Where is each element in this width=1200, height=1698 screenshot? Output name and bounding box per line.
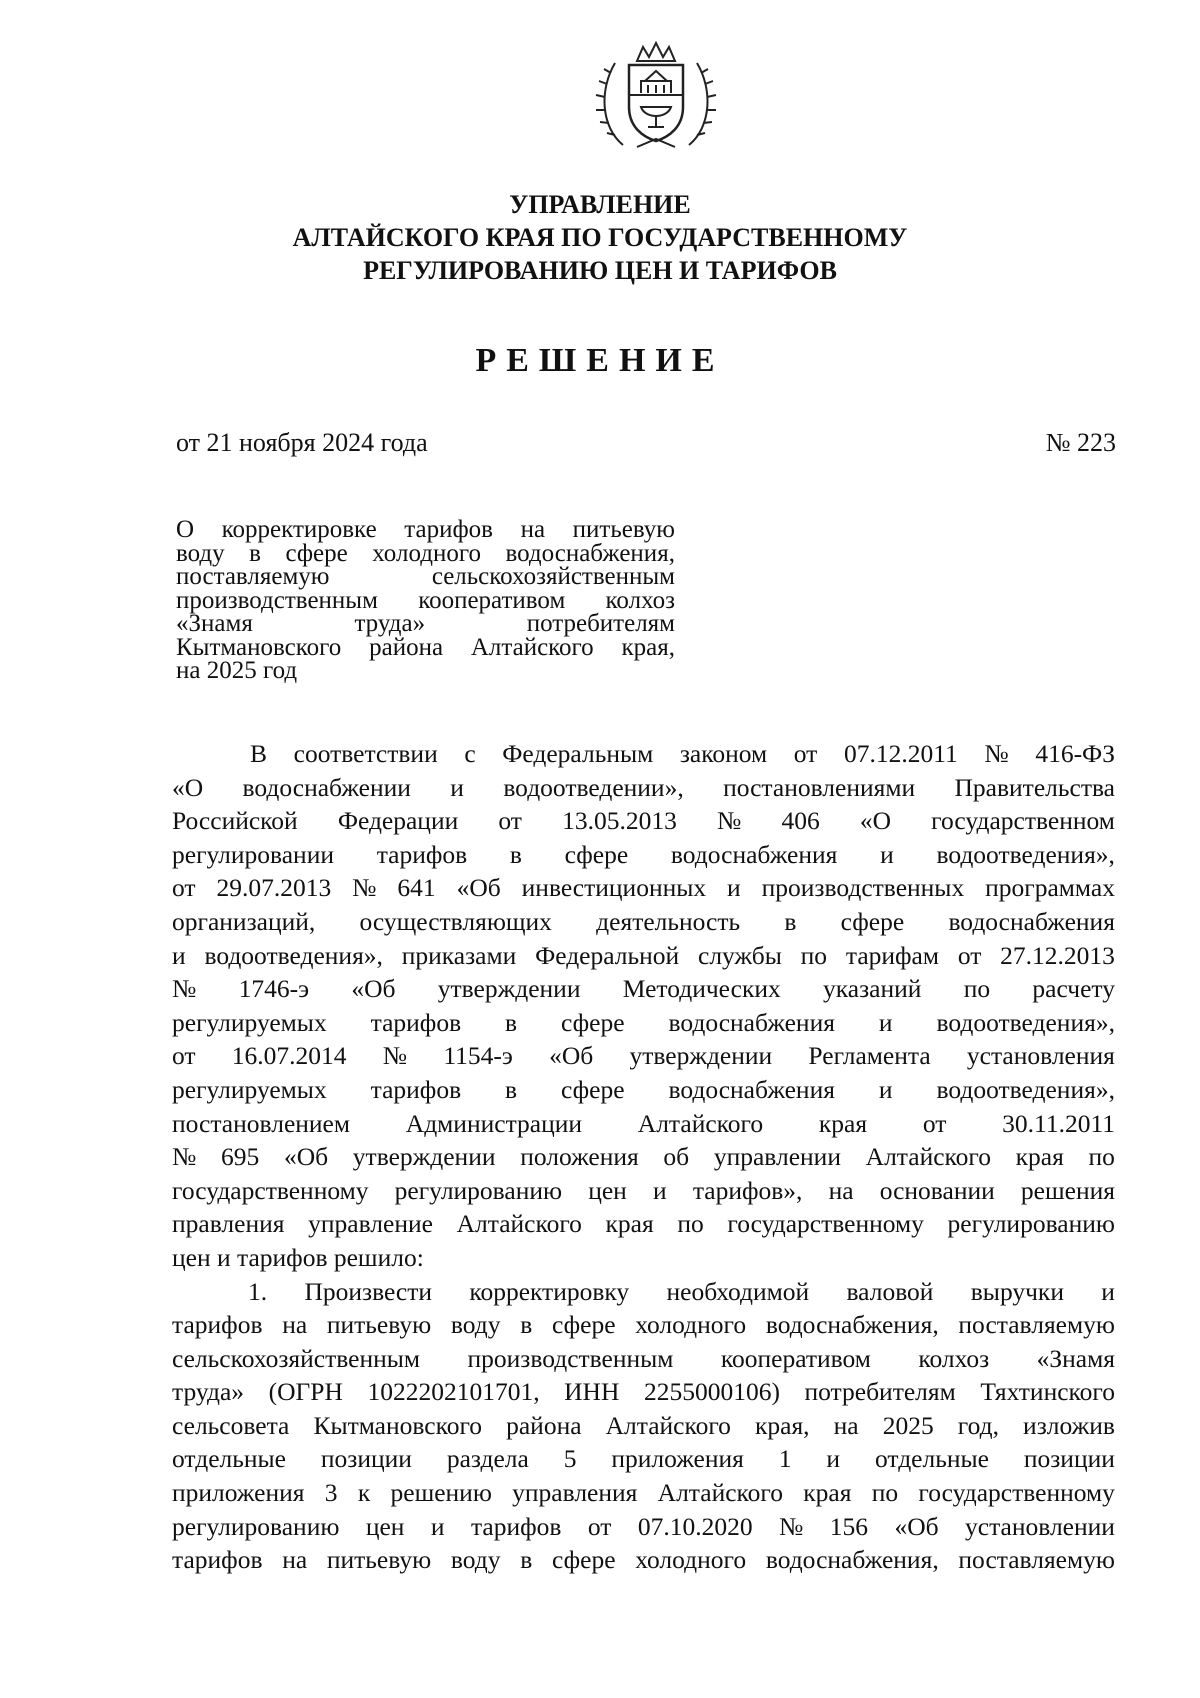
word: деятельность xyxy=(596,906,741,936)
word: ИНН xyxy=(564,1377,620,1407)
word: водоотведении», xyxy=(503,772,684,802)
subject-line xyxy=(176,539,675,567)
word: 156 xyxy=(829,1511,869,1541)
word: района xyxy=(369,633,444,661)
word: государственному xyxy=(727,1209,924,1239)
document-body xyxy=(172,737,1115,1577)
word: Алтайского xyxy=(865,1142,991,1172)
word: на xyxy=(520,516,546,543)
word: приложения xyxy=(611,1444,744,1474)
word: по xyxy=(871,1478,899,1508)
word: на xyxy=(833,1410,859,1440)
word: осуществляющих xyxy=(359,906,552,936)
subject-line: на 2025 год xyxy=(176,657,298,684)
word: регулируемых xyxy=(172,1074,327,1104)
word: сфере xyxy=(840,906,905,936)
word: Федеральной xyxy=(535,940,680,970)
body-line xyxy=(172,871,1115,905)
word: управления xyxy=(512,1478,638,1508)
word: и xyxy=(450,772,464,802)
word: и xyxy=(878,1007,893,1037)
word: 695 xyxy=(221,1142,260,1172)
word: 1 xyxy=(778,1444,792,1474)
word: основании xyxy=(879,1175,995,1205)
word: колхоз xyxy=(605,586,675,614)
word: законом xyxy=(679,739,768,768)
word: постановлением xyxy=(172,1108,351,1138)
word: регулируемых xyxy=(172,1007,327,1037)
subject-line xyxy=(176,565,675,589)
word: 1746-э xyxy=(238,974,310,1004)
body-line xyxy=(172,1140,1115,1174)
word: водоотведения», xyxy=(936,1007,1115,1037)
word: цен xyxy=(365,1511,405,1541)
word: района xyxy=(506,1410,582,1440)
word: установления xyxy=(966,1041,1115,1071)
word: (ОГРН xyxy=(268,1377,343,1407)
word: потребителям xyxy=(804,1377,956,1407)
word: приказами xyxy=(401,940,517,970)
word: края xyxy=(1015,1142,1064,1172)
word: № xyxy=(779,1511,804,1541)
word: выручки xyxy=(970,1276,1064,1306)
word: тарифов xyxy=(370,1007,462,1037)
authority-line: АЛТАЙСКОГО КРАЯ ПО ГОСУДАРСТВЕННОМУ xyxy=(292,223,908,252)
word: кооперативом xyxy=(720,1343,871,1373)
word: по xyxy=(1088,1142,1115,1172)
word: производственным xyxy=(467,1343,674,1373)
word: поставляемую xyxy=(958,1545,1115,1575)
subject-line xyxy=(176,586,675,614)
body-line xyxy=(172,1174,1115,1208)
body-line xyxy=(172,804,1115,838)
word: холодного xyxy=(372,539,481,567)
word: позиции xyxy=(1023,1444,1115,1474)
word: от xyxy=(498,806,522,836)
word: 5 xyxy=(563,1444,577,1474)
word: государственному xyxy=(918,1478,1115,1508)
body-line xyxy=(172,1006,1115,1040)
word: тарифов xyxy=(172,1310,263,1340)
word: и xyxy=(727,873,741,903)
body-line xyxy=(172,737,1115,771)
word: организаций, xyxy=(172,906,316,936)
word: колхоз xyxy=(918,1343,990,1373)
word: корректировку xyxy=(469,1276,630,1306)
word: положения xyxy=(520,1142,639,1172)
word: по xyxy=(800,940,828,970)
body-line xyxy=(172,1409,1115,1443)
word: 07.10.2020 xyxy=(637,1511,753,1541)
word: в xyxy=(784,906,797,936)
body-line xyxy=(172,1308,1115,1342)
word: сфере xyxy=(561,1074,625,1104)
word: Произвести xyxy=(304,1276,433,1306)
word: производственным xyxy=(176,586,378,614)
word: решению xyxy=(390,1478,492,1508)
word: в xyxy=(509,839,522,869)
word: и xyxy=(1101,1276,1115,1306)
word: питьевую xyxy=(326,1310,432,1340)
word: потребителям xyxy=(526,610,675,637)
subject-line xyxy=(176,518,675,542)
word: «О xyxy=(172,772,204,802)
word: О xyxy=(176,516,195,543)
word: Методических xyxy=(622,974,781,1004)
word: водоснабжения xyxy=(668,1007,835,1037)
word: холодного xyxy=(635,1545,747,1575)
word: края xyxy=(803,1478,852,1508)
word: в xyxy=(505,1074,518,1104)
word: «Знамя xyxy=(176,610,253,637)
word: программах xyxy=(985,873,1115,903)
body-line xyxy=(172,905,1115,939)
body-line: цен и тарифов решило: xyxy=(172,1242,424,1272)
word: корректировке xyxy=(221,516,377,543)
word: края xyxy=(818,1108,868,1138)
word: в xyxy=(505,1007,518,1037)
word: № xyxy=(352,873,377,903)
word: необходимой xyxy=(666,1276,810,1306)
word: «О xyxy=(859,806,892,836)
word: утверждении xyxy=(437,974,581,1004)
word: регулированию xyxy=(172,1511,340,1541)
word: приложения xyxy=(172,1478,305,1508)
word: питьевую xyxy=(572,516,675,543)
word: в xyxy=(520,1310,533,1340)
word: холодного xyxy=(635,1310,747,1340)
word: края, xyxy=(755,1410,810,1440)
word: постановлениями xyxy=(723,772,916,802)
word: по xyxy=(677,1209,704,1239)
word: управлении xyxy=(713,1142,841,1172)
word: позиции xyxy=(320,1444,412,1474)
word: отдельные xyxy=(874,1444,989,1474)
authority-line: РЕГУЛИРОВАНИЮ ЦЕН И ТАРИФОВ xyxy=(363,256,837,285)
word: регулированию xyxy=(394,1175,563,1205)
word: цен xyxy=(588,1175,627,1205)
subject-line xyxy=(176,633,675,661)
body-line xyxy=(172,1107,1115,1141)
word: тарифов xyxy=(470,1511,562,1541)
word: водоснабжения, xyxy=(765,1545,939,1575)
word: тарифов xyxy=(370,1074,462,1104)
word: управление xyxy=(308,1209,433,1239)
word: 16.07.2014 xyxy=(231,1041,347,1071)
word: питьевую xyxy=(326,1545,432,1575)
word: Кытмановского xyxy=(176,633,342,661)
word: установлении xyxy=(965,1511,1115,1541)
word: Тяхтинского xyxy=(980,1377,1115,1407)
word: и xyxy=(653,1175,667,1205)
word: 1. xyxy=(248,1276,268,1306)
word: Регламента xyxy=(808,1041,931,1071)
word: и xyxy=(880,839,894,869)
word: 406 xyxy=(781,806,820,836)
word: Алтайского xyxy=(637,1108,764,1138)
word: № xyxy=(984,739,1009,768)
body-line xyxy=(172,1039,1115,1073)
word: 3 xyxy=(324,1478,338,1508)
word: изложив xyxy=(1023,1410,1115,1440)
word: «Об xyxy=(283,1142,329,1172)
body-line xyxy=(172,1543,1115,1577)
word: 27.12.2013 xyxy=(1000,940,1115,970)
word: кооперативом xyxy=(418,586,566,614)
word: № xyxy=(172,1142,197,1172)
word: тарифов xyxy=(376,839,468,869)
word: и xyxy=(172,940,186,970)
word: отдельные xyxy=(172,1444,286,1474)
word: № xyxy=(716,806,742,836)
word: службы xyxy=(698,940,782,970)
word: на xyxy=(828,1175,854,1205)
word: 13.05.2013 xyxy=(562,806,677,836)
word: сфере xyxy=(551,1310,616,1340)
word: 2255000106) xyxy=(643,1377,780,1407)
word: воду xyxy=(450,1545,501,1575)
word: воду xyxy=(176,539,225,567)
word: водоотведения», xyxy=(936,1074,1115,1104)
word: утверждении xyxy=(352,1142,496,1172)
word: сельскохозяйственным xyxy=(172,1343,421,1373)
word: 07.12.2011 xyxy=(843,739,958,768)
word: и xyxy=(826,1444,841,1474)
document-subject xyxy=(176,518,675,683)
word: Российской xyxy=(172,806,298,836)
word: на xyxy=(282,1545,308,1575)
word: производственных xyxy=(761,873,965,903)
word: Администрации xyxy=(405,1108,583,1138)
word: Алтайского xyxy=(470,633,594,661)
word: государственному xyxy=(172,1175,369,1205)
word: и xyxy=(430,1511,445,1541)
word: № xyxy=(172,974,197,1004)
document-number: № 223 xyxy=(1045,428,1116,457)
word: 1154-э xyxy=(443,1041,513,1071)
word: правления xyxy=(172,1209,285,1239)
word: от xyxy=(793,739,818,768)
word: об xyxy=(663,1142,690,1172)
word: «Знамя xyxy=(1036,1343,1115,1373)
word: 30.11.2011 xyxy=(1002,1108,1115,1138)
word: утверждении xyxy=(629,1041,773,1071)
word: регулировании xyxy=(172,839,334,869)
body-line xyxy=(172,1275,1115,1309)
word: регулированию xyxy=(947,1209,1115,1239)
word: водоснабжения xyxy=(948,906,1115,936)
word: на xyxy=(282,1310,308,1340)
body-line xyxy=(172,1476,1115,1510)
word: «Об xyxy=(894,1511,939,1541)
word: к xyxy=(357,1478,371,1508)
body-line xyxy=(172,1375,1115,1409)
word: сфере xyxy=(564,839,629,869)
word: сфере xyxy=(551,1545,616,1575)
word: расчету xyxy=(1032,974,1115,1004)
word: указаний xyxy=(823,974,922,1004)
body-line xyxy=(172,771,1115,805)
word: водоснабжении xyxy=(242,772,411,802)
word: 1022202101701, xyxy=(367,1377,540,1407)
body-line xyxy=(172,1442,1115,1476)
word: водоснабжения xyxy=(668,1074,835,1104)
word: 29.07.2013 xyxy=(216,873,332,903)
word: водоснабжения xyxy=(670,839,838,869)
word: от xyxy=(172,873,196,903)
issuing-authority xyxy=(200,188,1000,287)
word: В xyxy=(250,739,268,768)
word: с xyxy=(464,739,476,768)
word: год, xyxy=(957,1410,999,1440)
word: тарифов xyxy=(404,516,493,543)
word: Федерации xyxy=(337,806,459,836)
body-line xyxy=(172,1073,1115,1107)
coat-of-arms-icon xyxy=(593,35,719,161)
word: водоотведения», xyxy=(204,940,383,970)
body-line xyxy=(172,1342,1115,1376)
word: сфере xyxy=(285,539,348,567)
word: тарифов», xyxy=(692,1175,803,1205)
word: сельсовета xyxy=(172,1410,290,1440)
word: в xyxy=(249,539,261,567)
word: от xyxy=(922,1108,947,1138)
word: Алтайского xyxy=(456,1209,582,1239)
word: Федеральным xyxy=(502,739,654,768)
word: поставляемую xyxy=(176,563,330,590)
word: сфере xyxy=(561,1007,625,1037)
word: от xyxy=(957,940,982,970)
word: решения xyxy=(1020,1175,1115,1205)
word: тарифов xyxy=(172,1545,263,1575)
word: валовой xyxy=(846,1276,934,1306)
document-type-title: РЕШЕНИЕ xyxy=(475,342,725,379)
word: 2025 xyxy=(882,1410,934,1440)
body-line xyxy=(172,1510,1115,1544)
word: тарифам xyxy=(845,940,940,970)
word: края xyxy=(605,1209,654,1239)
word: соответствии xyxy=(293,739,438,768)
word: края, xyxy=(621,633,675,661)
word: раздела xyxy=(446,1444,529,1474)
word: в xyxy=(520,1545,533,1575)
word: водоотведения», xyxy=(936,839,1115,869)
word: «Об xyxy=(549,1041,594,1071)
authority-line: УПРАВЛЕНИЕ xyxy=(509,190,691,219)
word: «Об xyxy=(456,873,501,903)
word: по xyxy=(963,974,991,1004)
word: государственном xyxy=(931,806,1115,836)
word: и xyxy=(878,1074,893,1104)
word: водоснабжения, xyxy=(765,1310,939,1340)
word: от xyxy=(172,1041,196,1071)
word: водоснабжения, xyxy=(505,539,675,567)
word: 641 xyxy=(397,873,436,903)
document-date: от 21 ноября 2024 года xyxy=(176,428,428,457)
word: Алтайского xyxy=(657,1478,783,1508)
word: № xyxy=(382,1041,408,1071)
word: труда» xyxy=(354,610,426,637)
word: Правительства xyxy=(954,772,1115,802)
word: Алтайского xyxy=(605,1410,731,1440)
word: Кытмановского xyxy=(313,1410,483,1440)
body-line xyxy=(172,939,1115,973)
word: поставляемую xyxy=(958,1310,1115,1340)
subject-line xyxy=(176,612,675,636)
body-line xyxy=(172,972,1115,1006)
word: воду xyxy=(450,1310,501,1340)
word: труда» xyxy=(172,1377,245,1407)
word: от xyxy=(587,1511,612,1541)
word: сельскохозяйственным xyxy=(431,563,675,590)
word: инвестиционных xyxy=(521,873,707,903)
body-line xyxy=(172,838,1115,872)
word: «Об xyxy=(351,974,396,1004)
word: 416-ФЗ xyxy=(1035,739,1115,768)
body-line xyxy=(172,1207,1115,1241)
